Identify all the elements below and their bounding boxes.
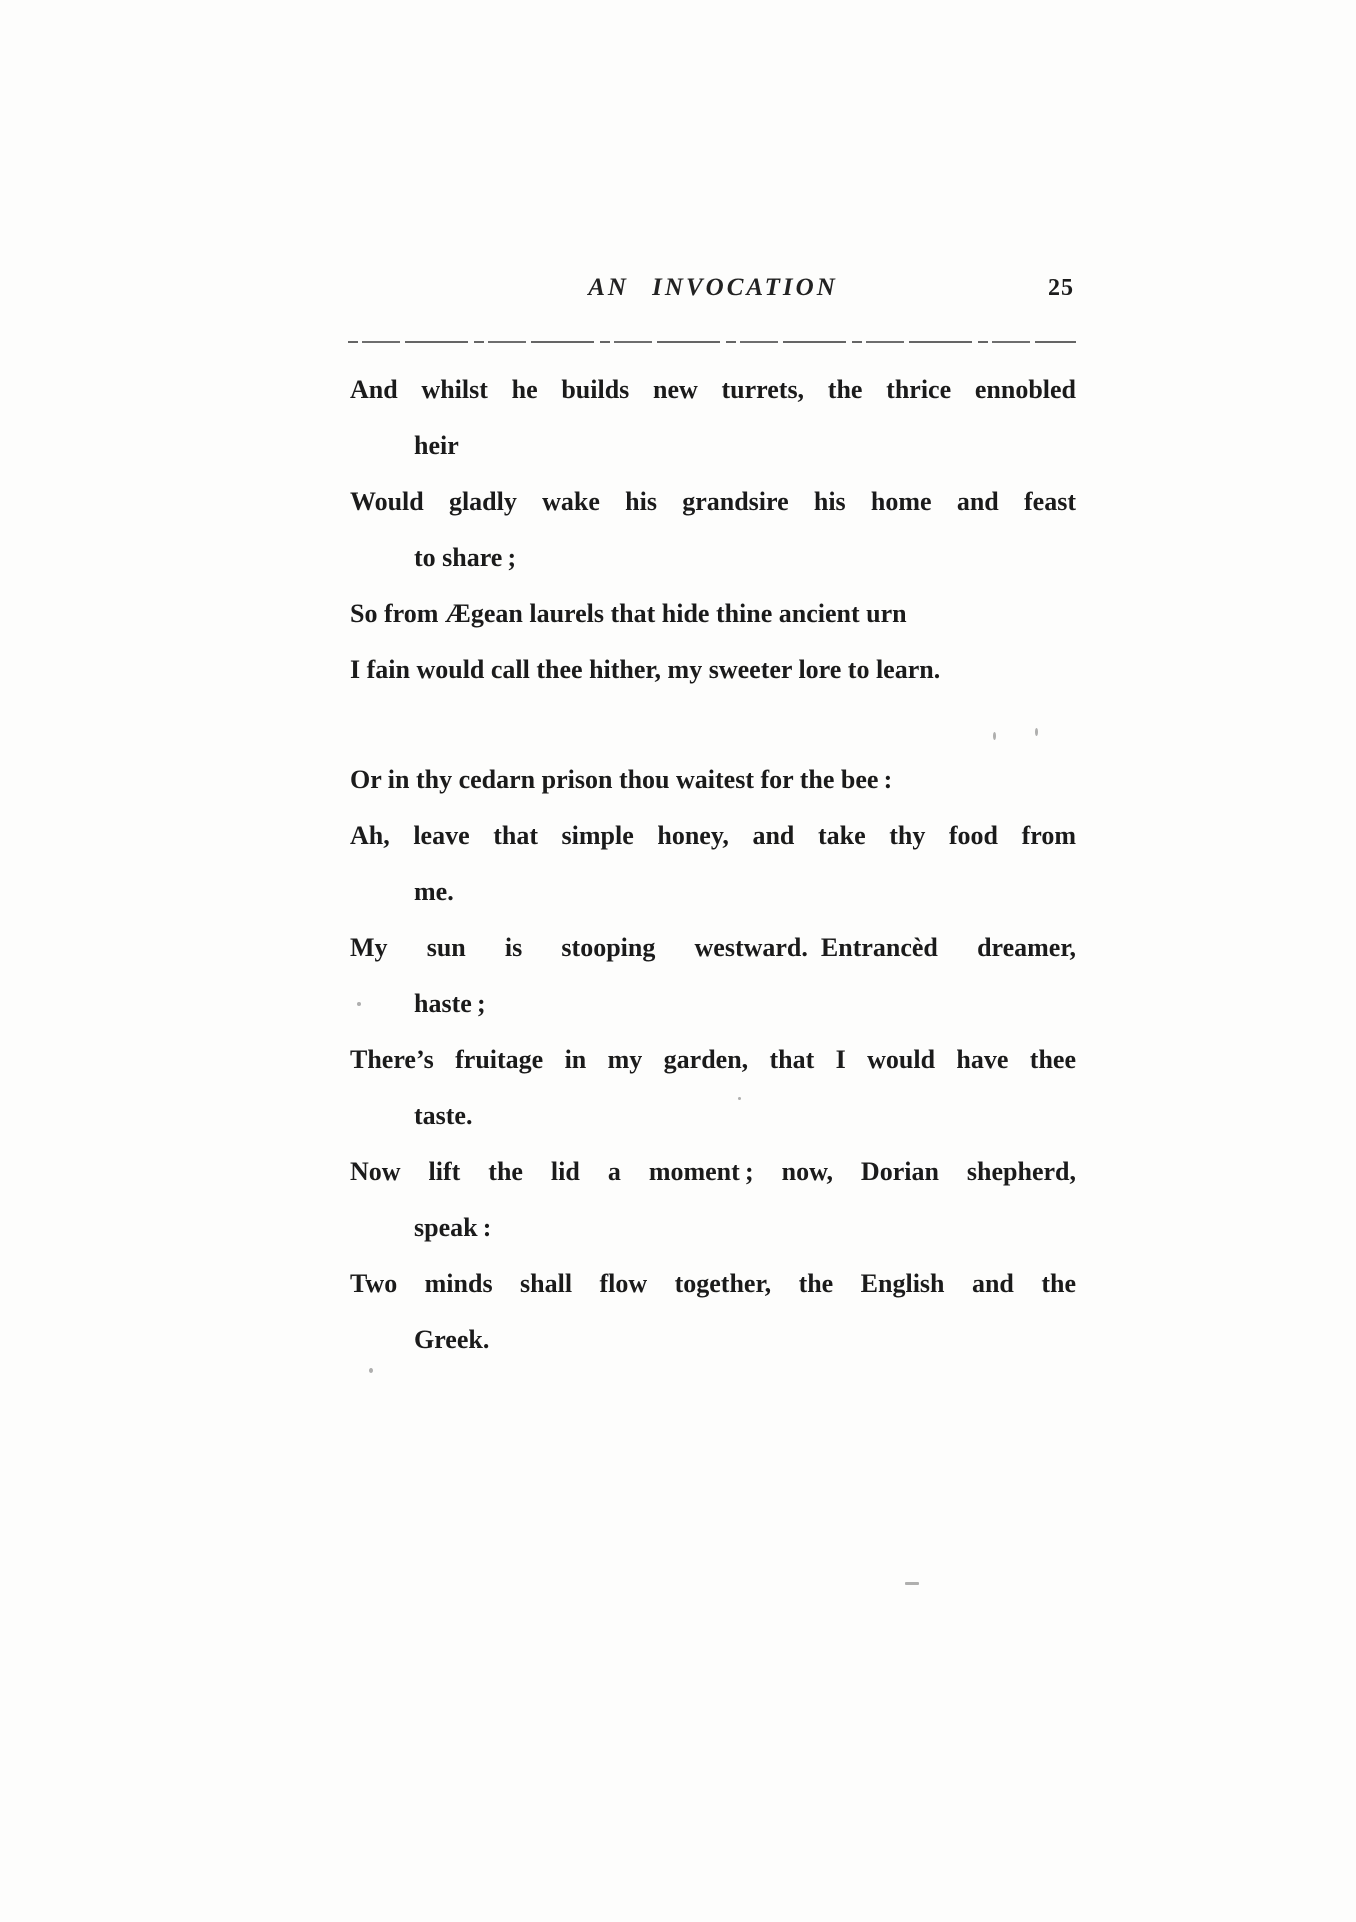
poem-line: So from Ægean laurels that hide thine ancient urn: [350, 599, 907, 628]
scan-artifact: [369, 1368, 373, 1373]
scan-artifact: [905, 1582, 919, 1585]
stanza: [350, 752, 1076, 1368]
page-header: [350, 274, 1076, 310]
running-title: AN INVOCATION: [588, 274, 838, 301]
poem-line: taste.: [414, 1101, 473, 1130]
poem-line: Greek.: [414, 1325, 490, 1354]
poem-line: There’s fruitage in my garden, that I would have thee: [350, 1045, 1076, 1074]
poem-line: Two minds shall flow together, the English and the: [350, 1269, 1076, 1298]
poem-line: heir: [414, 431, 459, 460]
poem-line: to share ;: [414, 543, 517, 572]
scan-artifact: [738, 1097, 741, 1100]
stanza: [350, 362, 1076, 698]
poem-line: I fain would call thee hither, my sweeter lore to learn.: [350, 655, 941, 684]
page-number: 25: [1048, 275, 1074, 301]
poem-line: me.: [414, 877, 454, 906]
poem-line: My sun is stooping westward. Entrancèd dreamer,: [350, 933, 1076, 962]
header-rule: [348, 341, 1076, 343]
poem-line: Or in thy cedarn prison thou waitest for the bee :: [350, 765, 893, 794]
scan-artifact: [1035, 728, 1038, 736]
poem-line: speak :: [414, 1213, 492, 1242]
scan-artifact: [357, 1002, 361, 1006]
poem-line: And whilst he builds new turrets, the thrice ennobled: [350, 375, 1076, 404]
poem-line: haste ;: [414, 989, 486, 1018]
scan-artifact: [993, 732, 996, 740]
poem: [350, 362, 1076, 1368]
poem-line: Now lift the lid a moment ; now, Dorian shepherd,: [350, 1157, 1076, 1186]
poem-line: Would gladly wake his grandsire his home and feast: [350, 487, 1076, 516]
poem-line: Ah, leave that simple honey, and take thy food from: [350, 821, 1076, 850]
